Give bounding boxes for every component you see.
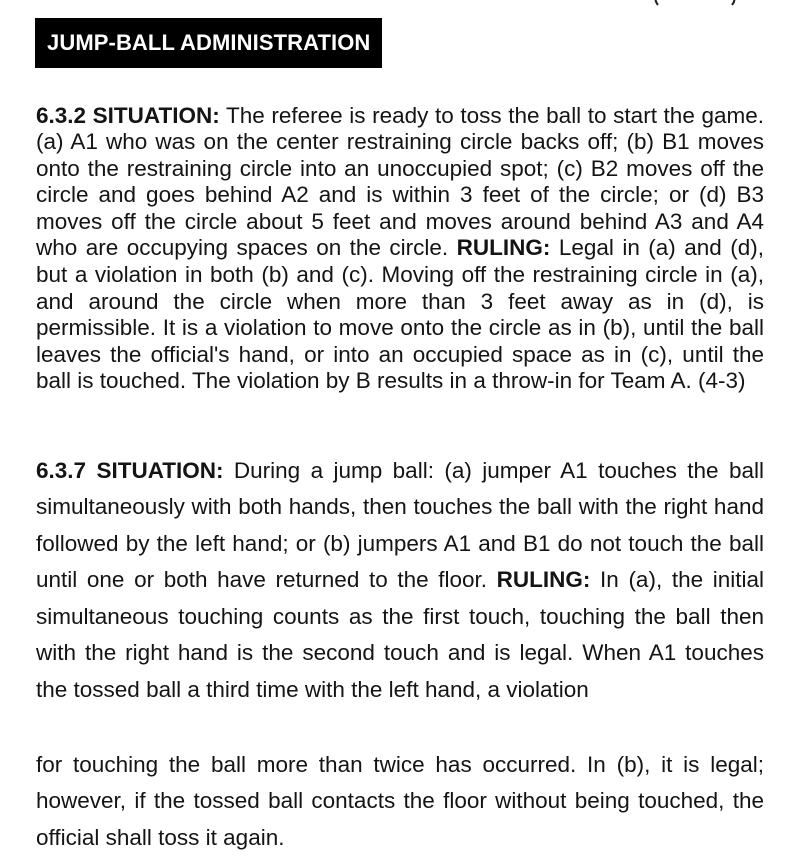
ruling-label: RULING:: [497, 567, 591, 592]
situation-number: 6.3.2 SITUATION:: [36, 103, 220, 128]
ruling-text: In (a), the initial simultaneous touching counts as the first touch, touching the ball then with the right hand is the second touch and is legal. When A1 touches the tossed ball a third time with the left hand, a violation: [36, 567, 764, 702]
section-heading: JUMP-BALL ADMINISTRATION: [35, 18, 382, 68]
ruling-label: RULING:: [457, 235, 551, 260]
situation-text: The referee is ready to toss the ball to start the game. (a) A1 who was on the center restraining circle backs off; (b) B1 moves onto the restraining circle into an unoccupied spot; (c) B2 moves off the circle and goes behind A2 and is within 3 feet of the circle; or (d) B3 moves off the circle about 5 feet and moves around behind A3 and A4 who are occupying spaces on the circle.: [36, 103, 764, 261]
ruling-text: Legal in (a) and (d), but a violation in both (b) and (c). Moving off the restraining circle in (a), and around the circle when more than 3 feet away as in (d), is permissible. It is a violation to move onto the circle as in (b), until the ball leaves the official's hand, or into an occupied space as in (c), until the ball is touched. The violation by B results in a throw-in for Team A. (4-3): [36, 235, 764, 393]
situation-text: During a jump ball: (a) jumper A1 touches the ball simultaneously with both hands, then touches the ball with the right hand followed by the left hand; or (b) jumpers A1 and B1 do not touch the ball until one or both have returned to the floor.: [36, 458, 764, 593]
cropped-text-fragment: [650, 0, 740, 6]
situation-6-3-7: [36, 453, 764, 709]
situation-6-3-7-continuation: for touching the ball more than twice has occurred. In (b), it is legal; however, if the tossed ball contacts the floor without being touched, the official shall toss it again.: [36, 747, 764, 856]
situation-6-3-2: [36, 103, 764, 396]
situation-number: 6.3.7 SITUATION:: [36, 458, 224, 483]
